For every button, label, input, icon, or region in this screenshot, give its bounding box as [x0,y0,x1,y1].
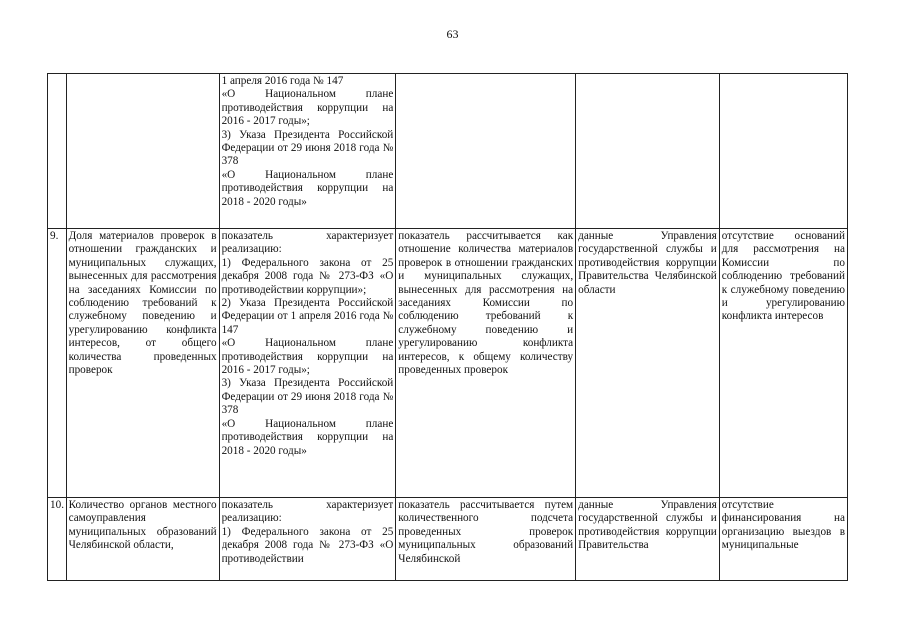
indicator-name: Количество органов местного самоуправления муниципальных образований Челябинской области, [68,499,217,552]
table-row [48,229,848,498]
indicators-table [47,73,848,581]
reason-cell [719,74,847,229]
method-text: показатель характеризует реализацию: 1) Федерального закона от 25 декабря 2008 года № 273-ФЗ «О противодействии коррупции»; 2) Указа Президента Российской Федерации от 1 апреля 2016 года № 147 «О Национальном плане противодействия коррупции на 2016 - 2017 годы»; 3) Указа Президента Российской Федерации от 29 июня 2018 года № 378 «О Национальном плане противодействия коррупции на 2018 - 2020 годы» [221,230,394,457]
method-cell [219,498,396,581]
calculation-text: показатель рассчитывается как отношение количества материалов проверок в отношении гражданских и муниципальных служащих, вынесенных для рассмотрения на заседаниях Комиссии по соблюдению требований к служебному поведению и урегулированию конфликта интересов, к общему количеству проведенных проверок [398,230,574,377]
source-text: данные Управления государственной службы и противодействия коррупции Правительства Челябинской области [578,230,717,296]
indicator-name-cell [66,229,219,498]
method-cell [219,229,396,498]
reason-text: отсутствие оснований для рассмотрения на Комиссии по соблюдению требований к служебному поведению и урегулированию конфликта интересов [721,230,845,323]
method-text: показатель характеризует реализацию: 1) Федерального закона от 25 декабря 2008 года № 273-ФЗ «О противодействии [221,499,394,565]
source-text: данные Управления государственной службы и противодействия коррупции Правительства [578,499,717,552]
row-number: 10. [50,499,64,511]
row-number: 9. [50,230,59,242]
row-number-cell [48,74,67,229]
reason-cell [719,229,847,498]
table-row [48,498,848,581]
row-number-cell [48,229,67,498]
calculation-cell [396,74,576,229]
source-cell [576,229,720,498]
page-number: 63 [446,27,459,41]
method-cell [219,74,396,229]
method-text: 1 апреля 2016 года № 147 «О Национальном плане противодействия коррупции на 2016 - 2017 годы»; 3) Указа Президента Российской Федерации от 29 июня 2018 года № 378 «О Национальном плане противодействия коррупции на 2018 - 2020 годы» [221,75,394,208]
table-row [48,74,848,229]
calculation-cell [396,229,576,498]
reason-text: отсутствие финансирования на организацию выездов в муниципальные [721,499,845,552]
source-cell [576,498,720,581]
calculation-text: показатель рассчитывается путем количественного подсчета проведенных проверок муниципальных образований Челябинской [398,499,574,565]
row-number-cell [48,498,67,581]
indicator-name-cell [66,498,219,581]
indicator-name: Доля материалов проверок в отношении гражданских и муниципальных служащих, вынесенных для рассмотрения на заседаниях Комиссии по соблюдению требований к служебному поведению и урегулированию конфликта интересов, от общего количества проведенных проверок [68,230,217,377]
indicator-name-cell [66,74,219,229]
source-cell [576,74,720,229]
calculation-cell [396,498,576,581]
reason-cell [719,498,847,581]
